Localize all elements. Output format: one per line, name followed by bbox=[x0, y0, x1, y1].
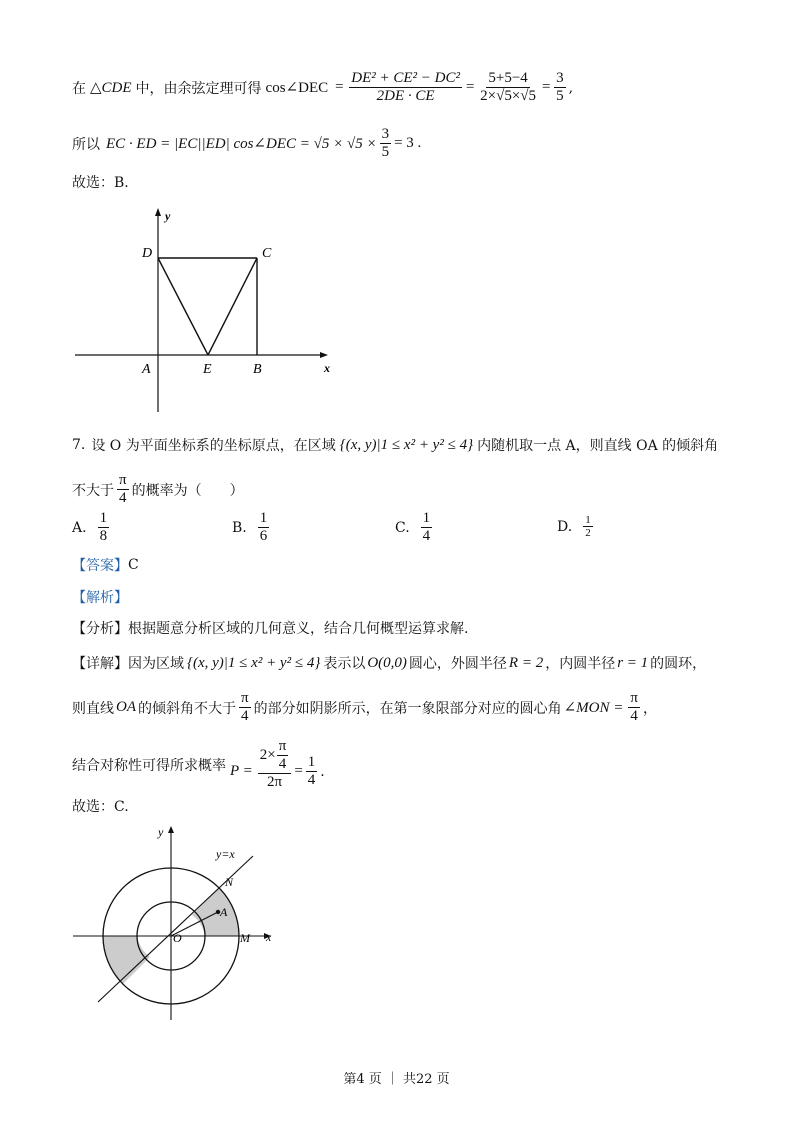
detail-text: 的倾斜角不大于 bbox=[138, 700, 236, 717]
option-d[interactable] bbox=[557, 514, 596, 539]
label-y: y bbox=[158, 825, 164, 839]
option-b[interactable] bbox=[232, 510, 272, 545]
option-label: A. bbox=[72, 519, 87, 536]
detail-text: 的部分如阴影所示，在第一象限部分对应的圆心角 bbox=[253, 700, 562, 717]
frac-num: 1 bbox=[585, 514, 591, 526]
frac-num: π bbox=[278, 738, 287, 754]
y-axis-arrow bbox=[155, 208, 161, 216]
frac-num: 1 bbox=[422, 510, 431, 526]
frac-den: 4 bbox=[278, 756, 287, 772]
detail-text: ，内圆半径 bbox=[545, 656, 616, 672]
frac-num: 3 bbox=[381, 126, 390, 142]
label-x: x bbox=[324, 361, 330, 375]
question-text: 设 O 为平面坐标系的坐标原点，在区域 bbox=[91, 438, 336, 454]
period: . bbox=[320, 763, 325, 780]
option-fraction bbox=[583, 514, 593, 539]
angle-mon: ∠MON = bbox=[563, 700, 624, 716]
frac-num: π bbox=[241, 690, 249, 706]
analysis-tag-line bbox=[72, 587, 128, 607]
answer-tag: 【答案】 bbox=[72, 558, 128, 574]
fraction-result bbox=[554, 70, 566, 105]
segment-de bbox=[158, 258, 208, 355]
answer-line-c: 故选：C. bbox=[72, 799, 129, 815]
option-label: C. bbox=[395, 519, 410, 536]
cos-expr: cos∠DEC bbox=[265, 80, 329, 96]
label-b: B bbox=[253, 362, 262, 377]
equals-sign: = bbox=[294, 763, 303, 779]
frac-num: 3 bbox=[556, 70, 564, 86]
triangle-label: △CDE bbox=[90, 80, 132, 96]
option-fraction bbox=[421, 510, 433, 545]
frac-den: 8 bbox=[99, 528, 108, 544]
fraction-cosine-law bbox=[349, 70, 462, 105]
question-7-line2 bbox=[72, 472, 244, 507]
option-fraction bbox=[98, 510, 110, 545]
frac-den: 4 bbox=[241, 708, 249, 724]
center-expr: O(0,0) bbox=[367, 654, 407, 671]
outer-radius-expr: R = 2 bbox=[508, 654, 544, 671]
detail-text: 的圆环， bbox=[650, 656, 707, 672]
label-m: M bbox=[240, 931, 250, 945]
option-fraction bbox=[258, 510, 270, 545]
fenxi-text: 根据题意分析区域的几何意义，结合几何概型运算求解. bbox=[128, 621, 469, 637]
fraction-one-quarter bbox=[306, 754, 318, 789]
probability-label: P = bbox=[230, 763, 253, 779]
detail-tag: 【详解】 bbox=[72, 656, 128, 672]
option-c[interactable] bbox=[395, 510, 435, 545]
label-a: A bbox=[220, 905, 228, 919]
option-label: B. bbox=[232, 519, 247, 536]
label-c: C bbox=[262, 246, 272, 261]
fenxi-line bbox=[72, 618, 468, 638]
frac-num: 5+5−4 bbox=[488, 70, 528, 86]
frac-num: 1 bbox=[259, 510, 268, 526]
equals-sign: = bbox=[541, 79, 552, 95]
solution-line-dot-product bbox=[72, 126, 421, 161]
question-7-line1 bbox=[72, 435, 718, 455]
shaded-region-q1 bbox=[192, 888, 239, 936]
frac-den: 2DE · CE bbox=[376, 88, 435, 104]
question-text: 的概率为（ ） bbox=[131, 482, 244, 499]
answer-line bbox=[72, 555, 139, 575]
option-label: D. bbox=[557, 518, 573, 535]
equals-sign: = bbox=[334, 79, 345, 95]
answer-line-b: 故选：B. bbox=[72, 175, 129, 191]
fraction-pi-4 bbox=[239, 690, 251, 725]
num-text: 2× bbox=[259, 747, 276, 763]
fraction-three-fifths bbox=[380, 126, 392, 161]
set-expr: {(x, y)|1 ≤ x² + y² ≤ 4} bbox=[339, 436, 474, 453]
comma: , bbox=[568, 79, 574, 96]
analysis-tag: 【解析】 bbox=[72, 590, 128, 606]
frac-num: 1 bbox=[307, 754, 316, 770]
detail-text: 则直线 bbox=[72, 700, 114, 717]
fenxi-tag: 【分析】 bbox=[72, 621, 128, 637]
segment-ce bbox=[208, 258, 257, 355]
label-o: O bbox=[173, 931, 182, 945]
question-text: 不大于 bbox=[72, 482, 114, 499]
detail-line2 bbox=[72, 690, 657, 725]
page-footer: 第4 页 ｜ 共22 页 bbox=[343, 1072, 450, 1087]
frac-num: π bbox=[119, 472, 127, 488]
frac-num: 1 bbox=[99, 510, 108, 526]
line-oa: OA bbox=[116, 699, 136, 715]
detail-text: 圆心，外圆半径 bbox=[408, 656, 507, 672]
label-y: y bbox=[165, 209, 171, 223]
detail-text: 表示以 bbox=[323, 656, 366, 672]
detail-line3 bbox=[72, 738, 325, 791]
dot-product-result: = 3 . bbox=[394, 135, 422, 151]
frac-den: 2×√5×√5 bbox=[480, 88, 537, 104]
frac-den: 2 bbox=[585, 527, 591, 539]
frac-den: 4 bbox=[119, 490, 127, 506]
equals-sign: = bbox=[465, 79, 476, 95]
question-text: 内随机取一点 A，则直线 OA 的倾斜角 bbox=[477, 438, 719, 454]
text-prefix: 在 bbox=[72, 80, 86, 97]
frac-den: 6 bbox=[259, 528, 268, 544]
fraction-pi-4 bbox=[628, 690, 640, 725]
fraction-values bbox=[478, 70, 538, 105]
x-axis-arrow bbox=[320, 352, 328, 358]
label-x: x bbox=[266, 930, 272, 944]
question-number: 7. bbox=[72, 437, 86, 453]
set-expr: {(x, y)|1 ≤ x² + y² ≤ 4} bbox=[187, 654, 321, 671]
frac-den: 4 bbox=[422, 528, 431, 544]
solution-line-cosine bbox=[72, 70, 573, 105]
frac-den: 5 bbox=[556, 88, 564, 104]
dot-product-expr: EC · ED = |EC||ED| cos∠DEC = √5 × √5 × bbox=[106, 136, 377, 152]
detail-line1 bbox=[72, 653, 706, 673]
fraction-probability bbox=[258, 738, 292, 791]
figure-rectangle-triangle bbox=[70, 202, 340, 417]
text-prefix: 所以 bbox=[72, 136, 100, 153]
frac-den: 5 bbox=[381, 144, 390, 160]
detail-text: 因为区域 bbox=[128, 656, 184, 672]
frac-den: 2π bbox=[267, 774, 283, 790]
label-n: N bbox=[225, 875, 234, 889]
frac-num: π bbox=[630, 690, 638, 706]
label-e: E bbox=[203, 362, 212, 377]
inner-fraction bbox=[277, 738, 289, 773]
inner-radius-expr: r = 1 bbox=[617, 654, 649, 671]
label-a: A bbox=[142, 362, 151, 377]
detail-text: 结合对称性可得所求概率 bbox=[72, 757, 226, 774]
option-a[interactable] bbox=[72, 510, 112, 545]
frac-num bbox=[258, 738, 292, 774]
fraction-pi-4 bbox=[117, 472, 129, 507]
frac-den: 4 bbox=[307, 772, 316, 788]
answer-value: C bbox=[128, 557, 139, 573]
figure-annulus bbox=[68, 820, 283, 1025]
text-mid: 中，由余弦定理可得 bbox=[135, 80, 262, 97]
frac-den: 4 bbox=[630, 708, 638, 724]
comma: ， bbox=[642, 700, 657, 717]
frac-num: DE² + CE² − DC² bbox=[351, 70, 460, 86]
label-d: D bbox=[142, 246, 153, 261]
y-axis-arrow bbox=[168, 826, 174, 833]
label-line-y-x: y=x bbox=[216, 847, 235, 861]
